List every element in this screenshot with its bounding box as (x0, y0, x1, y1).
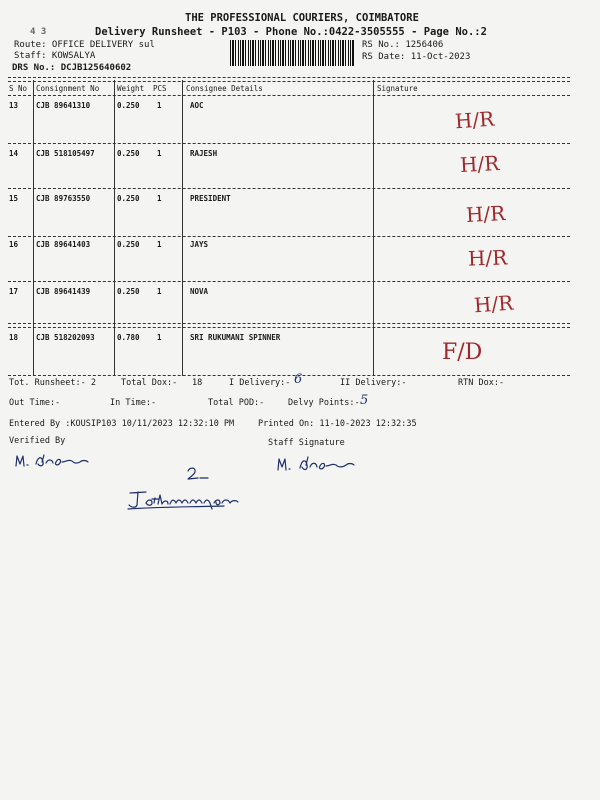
verified-by-label: Verified By (9, 436, 66, 446)
row-pcs: 1 (157, 101, 162, 110)
row-weight: 0.250 (117, 240, 140, 249)
route-label: Route: OFFICE DELIVERY sul (14, 40, 155, 50)
row-weight: 0.780 (117, 333, 140, 342)
row-sno: 14 (9, 149, 19, 158)
verified-signature (10, 450, 100, 474)
row-consignment: CJB 89641403 (36, 240, 91, 249)
col-divider (114, 80, 115, 376)
row-pcs: 1 (157, 194, 162, 203)
row-consignee: RAJESH (190, 149, 218, 158)
row-signature: F/D (442, 340, 483, 365)
delvy-points-value: 5 (360, 393, 369, 408)
rtn-dox-label: RTN Dox:- (458, 378, 505, 388)
tot-runsheet: Tot. Runsheet:- 2 (9, 378, 96, 388)
company-name: THE PROFESSIONAL COURIERS, COIMBATORE (185, 12, 419, 24)
row-pcs: 1 (157, 149, 162, 158)
row-divider (8, 323, 570, 328)
total-dox-label: Total Dox:- (121, 378, 178, 388)
note-mark (184, 465, 212, 483)
row-sno: 18 (9, 333, 19, 342)
row-signature: H/R (473, 290, 515, 318)
i-delivery-value: 6 (294, 372, 303, 387)
entered-by: Entered By :KOUSIP103 10/11/2023 12:32:10 PM (9, 419, 235, 429)
row-divider (8, 143, 570, 144)
bottom-signature (124, 487, 254, 513)
col-header-pcs: PCS (153, 84, 167, 93)
barcode (230, 40, 354, 66)
rs-number: RS No.: 1256406 (362, 40, 444, 50)
staff-label: Staff: KOWSALYA (14, 51, 96, 61)
col-header-consignment: Consignment No (36, 84, 100, 93)
printed-on: Printed On: 11-10-2023 12:32:35 (258, 419, 417, 429)
row-weight: 0.250 (117, 149, 140, 158)
drs-number: DRS No.: DCJB125640602 (12, 63, 132, 73)
row-signature: H/R (465, 200, 506, 228)
col-divider (182, 80, 183, 376)
i-delivery-label: I Delivery:- (229, 378, 291, 388)
row-consignee: PRESIDENT (190, 194, 231, 203)
total-dox-value: 18 (192, 378, 203, 388)
row-sno: 16 (9, 240, 19, 249)
delvy-points-label: Delvy Points:- (288, 398, 360, 408)
col-header-sno: S No (9, 84, 28, 93)
table-header-rule (8, 95, 570, 96)
row-consignment: CJB 518105497 (36, 149, 95, 158)
row-consignee: SRI RUKUMANI SPINNER (190, 333, 281, 342)
row-consignee: NOVA (190, 287, 209, 296)
row-consignment: CJB 89641310 (36, 101, 91, 110)
in-time-label: In Time:- (110, 398, 157, 408)
row-pcs: 1 (157, 333, 162, 342)
row-signature: H/R (467, 245, 508, 271)
col-divider (373, 80, 374, 376)
row-sno: 17 (9, 287, 19, 296)
col-header-weight: Weight (117, 84, 145, 93)
row-consignee: JAYS (190, 240, 209, 249)
row-consignment: CJB 518202093 (36, 333, 95, 342)
row-consignment: CJB 89641439 (36, 287, 91, 296)
row-signature: H/R (454, 106, 496, 134)
ii-delivery-label: II Delivery:- (340, 378, 407, 388)
row-weight: 0.250 (117, 287, 140, 296)
col-header-signature: Signature (377, 84, 418, 93)
staff-signature (272, 452, 362, 476)
row-sno: 13 (9, 101, 19, 110)
row-signature: H/R (459, 150, 500, 178)
row-consignment: CJB 89763550 (36, 194, 91, 203)
row-pcs: 1 (157, 240, 162, 249)
table-bottom-rule (8, 375, 570, 376)
row-divider (8, 281, 570, 282)
col-header-consignee: Consignee Details (186, 84, 263, 93)
corner-mark: 4 3 (30, 27, 47, 37)
row-divider (8, 188, 570, 189)
staff-signature-label: Staff Signature (268, 438, 345, 448)
total-pod-label: Total POD:- (208, 398, 265, 408)
col-divider (33, 80, 34, 376)
row-sno: 15 (9, 194, 19, 203)
rs-date: RS Date: 11-Oct-2023 (362, 52, 471, 62)
runsheet-title: Delivery Runsheet - P103 - Phone No.:0422-3505555 - Page No.:2 (95, 26, 487, 38)
row-weight: 0.250 (117, 194, 140, 203)
out-time-label: Out Time:- (9, 398, 61, 408)
row-pcs: 1 (157, 287, 162, 296)
row-weight: 0.250 (117, 101, 140, 110)
table-top-rule (8, 77, 570, 82)
row-consignee: AOC (190, 101, 204, 110)
row-divider (8, 236, 570, 237)
